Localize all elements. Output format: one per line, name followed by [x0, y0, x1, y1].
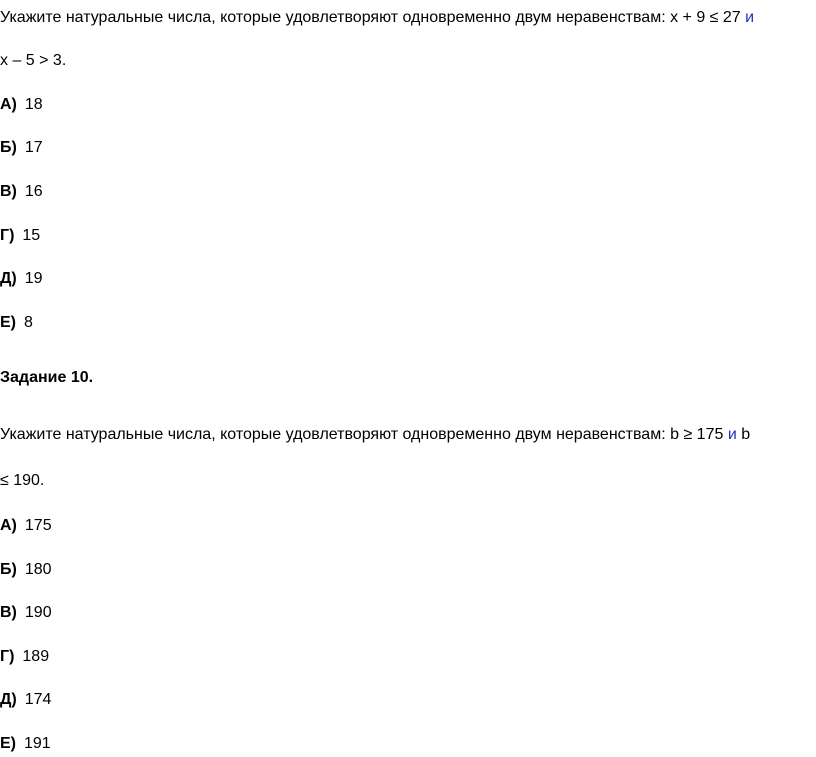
task10-option-b	[0, 560, 52, 580]
option-value: 18	[24, 96, 43, 113]
option-letter: Б)	[0, 139, 17, 156]
option-letter: В)	[0, 183, 17, 200]
option-letter: Б)	[0, 561, 17, 578]
question1-line1	[0, 8, 754, 28]
question1-line2: x – 5 > 3.	[0, 52, 67, 69]
option-value: 15	[22, 227, 41, 244]
task10-connector-tail: b	[741, 426, 751, 443]
task10-text: Укажите натуральные числа, которые удовлетворяют одновременно двум неравенствам: b ≥ 175	[0, 426, 724, 443]
question1-option-c	[0, 182, 43, 202]
option-value: 190	[24, 604, 52, 621]
option-letter: Д)	[0, 691, 17, 708]
option-letter: Д)	[0, 270, 17, 287]
task10-option-d	[0, 647, 49, 667]
question1-connector: и	[745, 9, 755, 26]
option-letter: Е)	[0, 314, 16, 331]
option-value: 189	[22, 648, 50, 665]
task10-option-a	[0, 516, 52, 536]
task10-heading: Задание 10.	[0, 369, 94, 386]
option-letter: Г)	[0, 648, 15, 665]
question1-option-e	[0, 269, 43, 289]
question1-option-a	[0, 95, 43, 115]
option-letter: Г)	[0, 227, 15, 244]
question1-text: Укажите натуральные числа, которые удовлетворяют одновременно двум неравенствам: x + 9 ≤ 27	[0, 9, 741, 26]
option-value: 17	[24, 139, 43, 156]
option-letter: А)	[0, 517, 17, 534]
task10-line1	[0, 425, 750, 445]
option-value: 175	[24, 517, 52, 534]
option-value: 191	[24, 735, 51, 752]
option-value: 19	[24, 270, 43, 287]
question1-option-d	[0, 226, 40, 246]
task10-line2: ≤ 190.	[0, 472, 45, 489]
task10-option-c	[0, 603, 52, 623]
task10-option-e	[0, 690, 51, 710]
question1-option-f	[0, 313, 33, 333]
option-letter: В)	[0, 604, 17, 621]
option-value: 180	[24, 561, 52, 578]
task10-connector: и	[727, 426, 737, 443]
option-letter: Е)	[0, 735, 16, 752]
option-letter: А)	[0, 96, 17, 113]
question1-option-b	[0, 138, 43, 158]
option-value: 174	[24, 691, 52, 708]
option-value: 8	[24, 314, 33, 331]
option-value: 16	[24, 183, 43, 200]
task10-option-f	[0, 734, 51, 754]
